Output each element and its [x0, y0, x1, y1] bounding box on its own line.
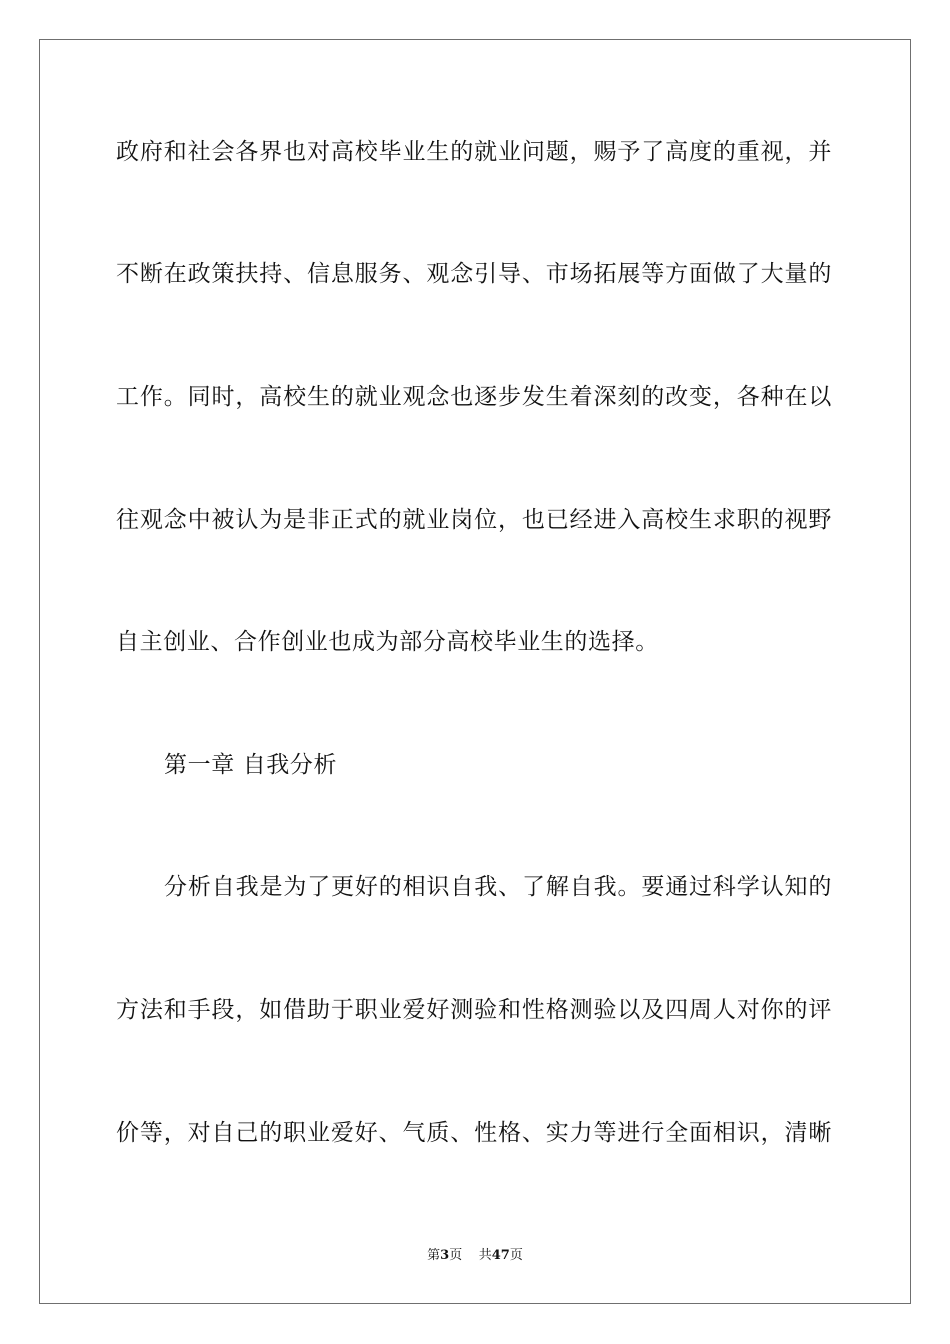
- footer-suffix: 页: [509, 1248, 523, 1263]
- footer-page-number: 3: [440, 1248, 450, 1263]
- page-frame: [39, 39, 911, 1304]
- footer-middle: 页 共: [449, 1248, 492, 1263]
- chapter-heading: 第一章 自我分析: [164, 752, 338, 778]
- paragraph-line: 政府和社会各界也对高校毕业生的就业问题，赐予了高度的重视，并: [116, 139, 832, 165]
- paragraph-line: 工作。同时，高校生的就业观念也逐步发生着深刻的改变，各种在以: [116, 384, 832, 410]
- paragraph-line: 分析自我是为了更好的相识自我、了解自我。要通过科学认知的: [164, 874, 832, 900]
- paragraph-line: 方法和手段，如借助于职业爱好测验和性格测验以及四周人对你的评: [116, 997, 832, 1023]
- footer-total-pages: 47: [491, 1248, 510, 1263]
- paragraph-line: 自主创业、合作创业也成为部分高校毕业生的选择。: [116, 629, 659, 655]
- page-footer: [0, 1247, 950, 1265]
- paragraph-line: 不断在政策扶持、信息服务、观念引导、市场拓展等方面做了大量的: [116, 261, 832, 287]
- paragraph-line: 往观念中被认为是非正式的就业岗位，也已经进入高校生求职的视野: [116, 507, 832, 533]
- paragraph-line: 价等，对自己的职业爱好、气质、性格、实力等进行全面相识，清晰: [116, 1120, 832, 1146]
- footer-prefix: 第: [427, 1248, 441, 1263]
